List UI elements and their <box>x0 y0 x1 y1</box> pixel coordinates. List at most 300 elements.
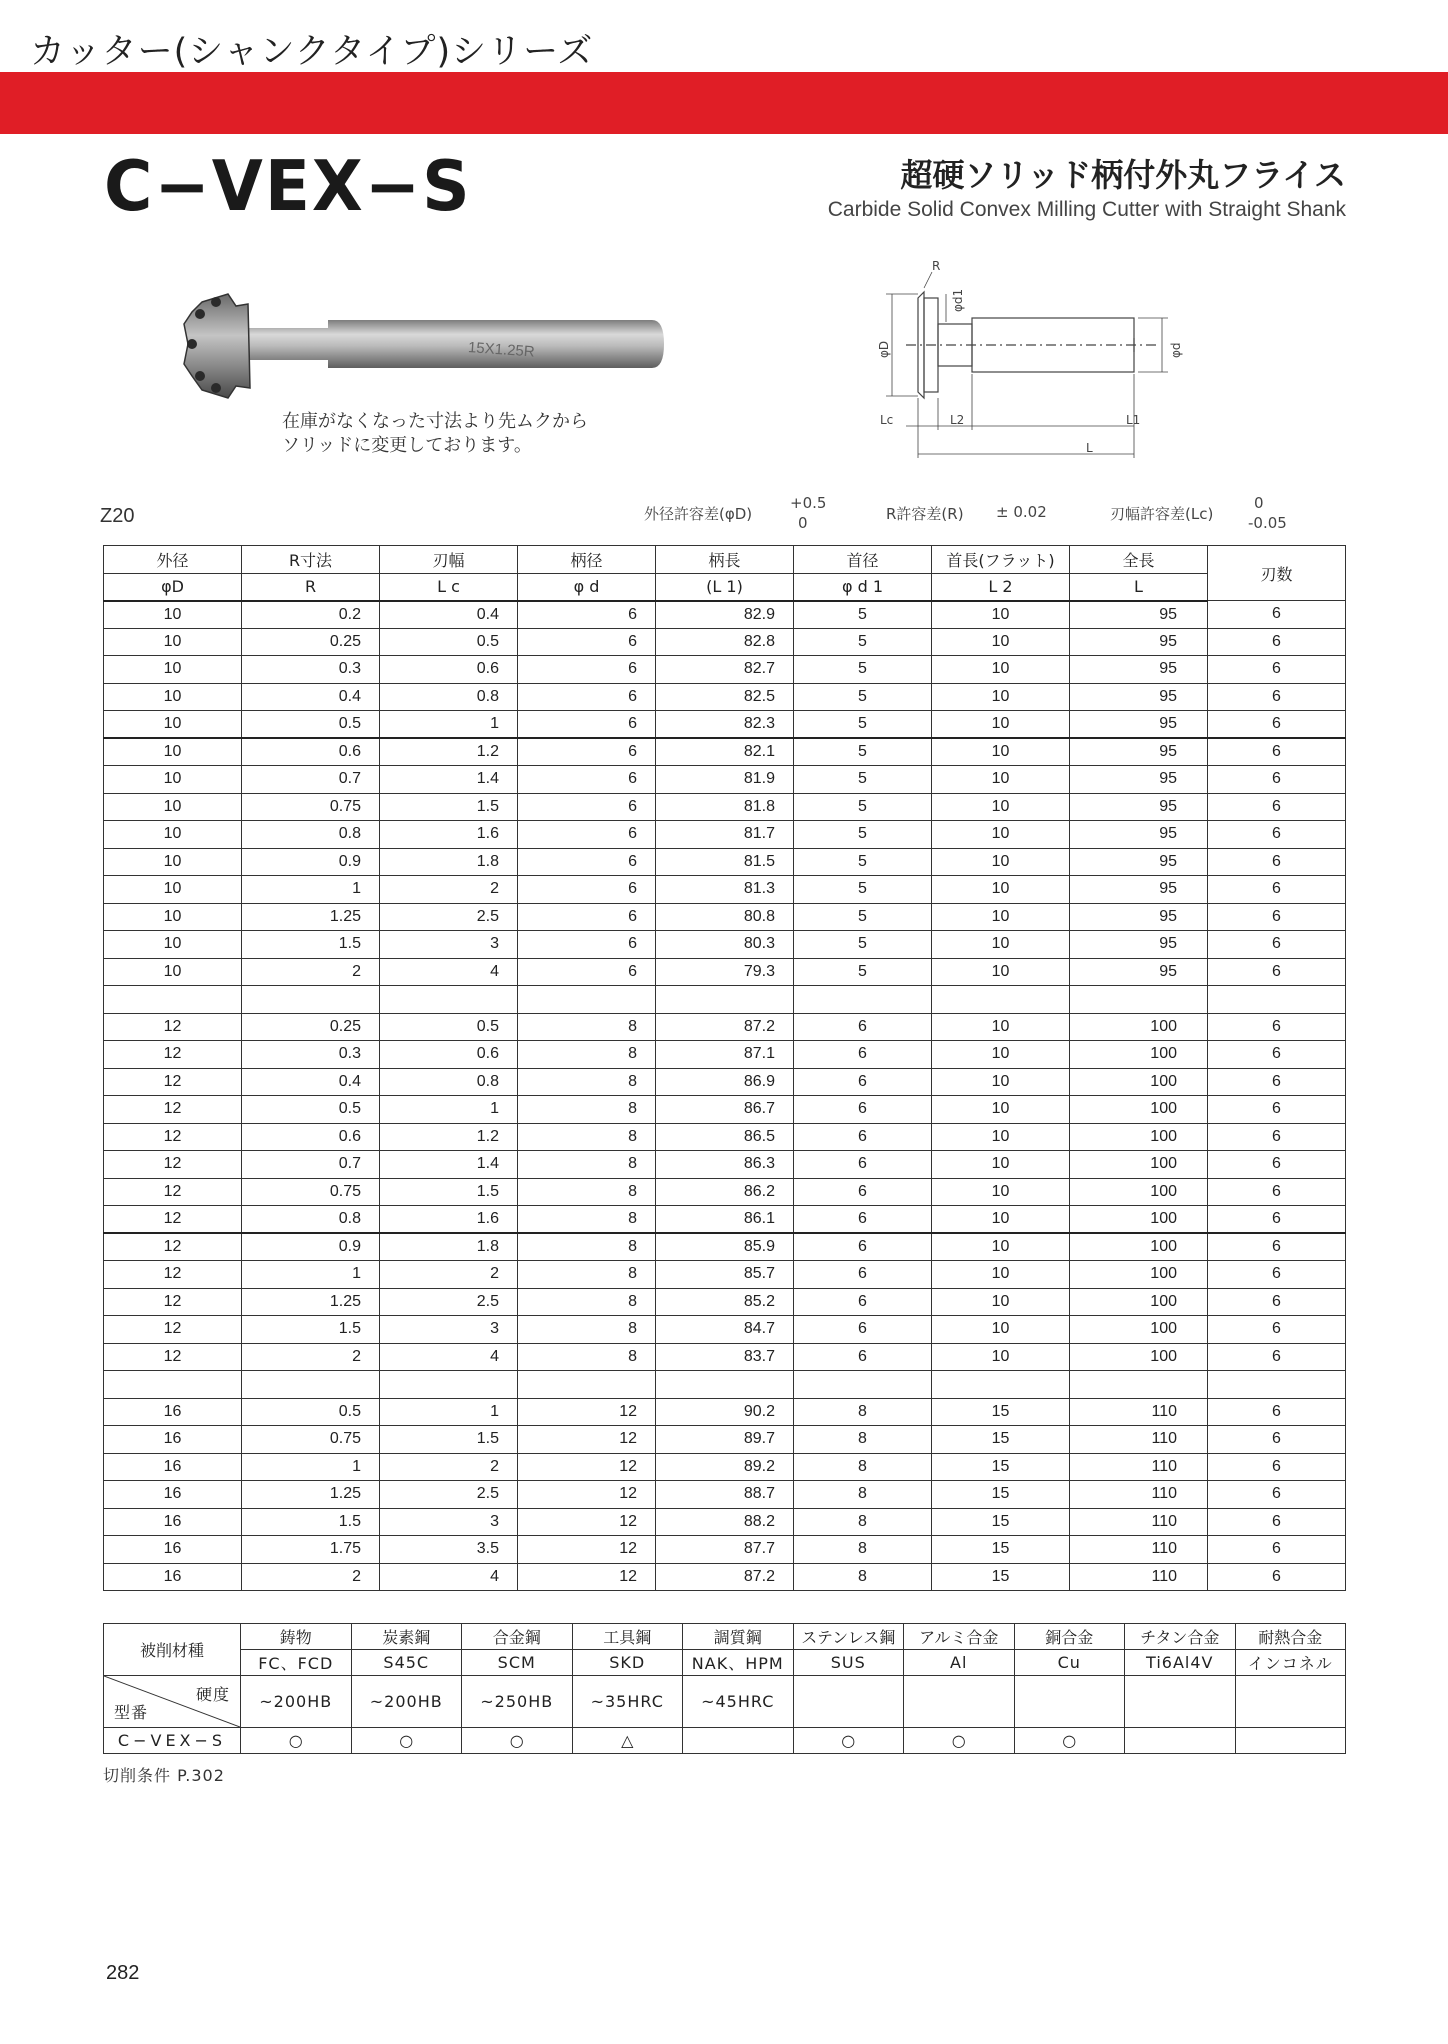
table-cell <box>242 1371 380 1399</box>
outer-tolerance-lower: 0 <box>798 514 808 532</box>
table-row <box>104 1041 1346 1069</box>
table-cell: 6 <box>1208 711 1346 739</box>
table-cell: 12 <box>518 1536 656 1564</box>
table-cell: 2.5 <box>380 1288 518 1316</box>
table-cell: 6 <box>1208 876 1346 904</box>
photo-note-line2: ソリッドに変更しております。 <box>282 435 532 456</box>
table-cell: 10 <box>104 656 242 684</box>
table-cell <box>242 986 380 1014</box>
material-name: 銅合金 <box>1014 1624 1125 1650</box>
table-cell: 110 <box>1070 1508 1208 1536</box>
table-cell: 0.25 <box>242 628 380 656</box>
table-cell: 10 <box>932 711 1070 739</box>
suitability-mark <box>683 1728 794 1754</box>
header-sym-D: φD <box>104 573 242 601</box>
hardness-value: ~250HB <box>462 1676 573 1728</box>
material-name: アルミ合金 <box>904 1624 1015 1650</box>
table-cell: 0.5 <box>380 1013 518 1041</box>
table-cell: 6 <box>518 793 656 821</box>
table-cell: 10 <box>932 1178 1070 1206</box>
table-cell: 82.8 <box>656 628 794 656</box>
table-cell: 12 <box>104 1343 242 1371</box>
table-cell: 12 <box>104 1123 242 1151</box>
hardness-label: 硬度 <box>195 1685 230 1704</box>
table-cell: 100 <box>1070 1206 1208 1234</box>
label-L1: L1 <box>1126 413 1141 427</box>
table-cell: 1.25 <box>242 1288 380 1316</box>
table-cell: 86.2 <box>656 1178 794 1206</box>
table-cell: 0.25 <box>242 1013 380 1041</box>
table-cell: 10 <box>932 1343 1070 1371</box>
width-tolerance-upper: 0 <box>1254 494 1264 512</box>
table-cell: 3 <box>380 1508 518 1536</box>
table-cell: 10 <box>932 1041 1070 1069</box>
table-cell: 0.5 <box>242 711 380 739</box>
hardness-value <box>793 1676 904 1728</box>
header-band <box>0 72 1448 134</box>
table-cell: 10 <box>104 848 242 876</box>
table-cell: 4 <box>380 1563 518 1591</box>
table-row <box>104 738 1346 766</box>
table-cell: 6 <box>794 1233 932 1261</box>
table-cell: 10 <box>932 1068 1070 1096</box>
table-cell: 6 <box>1208 738 1346 766</box>
table-cell: 16 <box>104 1426 242 1454</box>
table-cell: 2.5 <box>380 903 518 931</box>
table-cell: 81.5 <box>656 848 794 876</box>
table-cell: 10 <box>932 683 1070 711</box>
table-cell: 110 <box>1070 1426 1208 1454</box>
table-cell <box>794 986 932 1014</box>
table-cell: 15 <box>932 1426 1070 1454</box>
table-cell: 79.3 <box>656 958 794 986</box>
table-cell: 6 <box>1208 1233 1346 1261</box>
table-cell: 100 <box>1070 1151 1208 1179</box>
label-D: φD <box>877 340 891 358</box>
table-cell: 0.9 <box>242 1233 380 1261</box>
material-code: FC、FCD <box>241 1650 352 1676</box>
table-cell: 8 <box>794 1563 932 1591</box>
table-cell: 110 <box>1070 1481 1208 1509</box>
table-row <box>104 683 1346 711</box>
table-cell: 1.2 <box>380 1123 518 1151</box>
table-cell: 82.9 <box>656 601 794 629</box>
shank-engraving: 15X1.25R <box>467 339 536 361</box>
table-cell: 6 <box>1208 1453 1346 1481</box>
table-row <box>104 1563 1346 1591</box>
table-cell: 0.5 <box>242 1398 380 1426</box>
hardness-value <box>1235 1676 1346 1728</box>
label-d1: φd1 <box>951 288 965 312</box>
table-cell: 8 <box>518 1343 656 1371</box>
table-cell <box>518 986 656 1014</box>
table-cell: 8 <box>794 1536 932 1564</box>
table-cell <box>932 986 1070 1014</box>
table-cell: 95 <box>1070 601 1208 629</box>
table-cell: 95 <box>1070 766 1208 794</box>
suitability-mark: ○ <box>793 1728 904 1754</box>
table-cell: 1.5 <box>380 793 518 821</box>
table-cell: 0.5 <box>242 1096 380 1124</box>
header-neck-length: 首長(フラット) <box>932 546 1070 574</box>
table-cell: 10 <box>932 601 1070 629</box>
table-cell: 8 <box>794 1508 932 1536</box>
table-cell: 16 <box>104 1398 242 1426</box>
table-cell: 1 <box>380 1398 518 1426</box>
table-cell: 89.7 <box>656 1426 794 1454</box>
r-tolerance-value: ± 0.02 <box>996 503 1047 521</box>
table-cell: 5 <box>794 793 932 821</box>
hardness-value <box>1125 1676 1236 1728</box>
dimension-drawing <box>866 258 1308 468</box>
table-cell: 6 <box>1208 656 1346 684</box>
material-code: S45C <box>351 1650 462 1676</box>
table-row <box>104 848 1346 876</box>
table-cell: 10 <box>104 793 242 821</box>
table-cell: 6 <box>1208 1481 1346 1509</box>
table-cell: 1.5 <box>242 931 380 959</box>
table-cell: 16 <box>104 1508 242 1536</box>
table-cell: 3.5 <box>380 1536 518 1564</box>
table-cell: 6 <box>1208 1288 1346 1316</box>
table-cell: 100 <box>1070 1096 1208 1124</box>
suitability-model: C−VEX−S <box>104 1728 241 1754</box>
table-cell: 95 <box>1070 683 1208 711</box>
table-row <box>104 1536 1346 1564</box>
tool-photo <box>178 284 674 410</box>
material-name: 工具鋼 <box>572 1624 683 1650</box>
table-row <box>104 986 1346 1014</box>
label-L2: L2 <box>950 413 965 427</box>
table-cell: 6 <box>1208 1096 1346 1124</box>
table-cell: 1 <box>242 1261 380 1289</box>
table-cell: 8 <box>518 1068 656 1096</box>
table-cell: 83.7 <box>656 1343 794 1371</box>
table-row <box>104 1068 1346 1096</box>
table-cell: 1.2 <box>380 738 518 766</box>
table-cell: 12 <box>518 1426 656 1454</box>
table-cell: 3 <box>380 931 518 959</box>
material-name: 合金鋼 <box>462 1624 573 1650</box>
table-cell: 12 <box>104 1041 242 1069</box>
table-cell: 1 <box>380 711 518 739</box>
table-cell: 6 <box>518 821 656 849</box>
table-cell: 110 <box>1070 1453 1208 1481</box>
table-row <box>104 1206 1346 1234</box>
table-cell: 2 <box>242 1343 380 1371</box>
table-row <box>104 1316 1346 1344</box>
table-cell: 86.9 <box>656 1068 794 1096</box>
table-cell: 8 <box>518 1041 656 1069</box>
table-cell <box>1070 986 1208 1014</box>
hardness-value: ~45HRC <box>683 1676 794 1728</box>
table-cell: 100 <box>1070 1123 1208 1151</box>
table-cell: 6 <box>1208 1013 1346 1041</box>
table-cell: 5 <box>794 903 932 931</box>
table-cell: 87.2 <box>656 1013 794 1041</box>
table-cell: 1.6 <box>380 821 518 849</box>
table-cell: 1.5 <box>242 1508 380 1536</box>
table-cell: 1.8 <box>380 1233 518 1261</box>
table-cell: 85.2 <box>656 1288 794 1316</box>
table-cell: 10 <box>932 656 1070 684</box>
table-cell: 10 <box>104 958 242 986</box>
table-cell: 10 <box>932 1096 1070 1124</box>
cutting-conditions-link[interactable]: 切削条件 P.302 <box>103 1766 225 1785</box>
table-cell: 82.1 <box>656 738 794 766</box>
table-cell: 16 <box>104 1481 242 1509</box>
table-cell: 6 <box>1208 766 1346 794</box>
table-cell: 10 <box>932 958 1070 986</box>
table-row <box>104 793 1346 821</box>
table-cell: 12 <box>104 1178 242 1206</box>
table-row <box>104 1453 1346 1481</box>
table-cell: 10 <box>932 848 1070 876</box>
table-cell: 6 <box>794 1343 932 1371</box>
hardness-model-corner <box>104 1676 241 1728</box>
table-cell: 95 <box>1070 656 1208 684</box>
table-cell <box>104 1371 242 1399</box>
table-cell: 0.2 <box>242 601 380 629</box>
table-cell: 1.6 <box>380 1206 518 1234</box>
table-cell: 1.25 <box>242 903 380 931</box>
photo-note <box>282 410 588 458</box>
table-cell: 0.4 <box>380 601 518 629</box>
table-cell: 5 <box>794 876 932 904</box>
table-cell: 12 <box>104 1288 242 1316</box>
table-cell: 6 <box>518 711 656 739</box>
r-tolerance-label: R許容差(R) <box>886 505 964 523</box>
table-cell: 90.2 <box>656 1398 794 1426</box>
suitability-mark: ○ <box>1014 1728 1125 1754</box>
table-cell: 6 <box>1208 1041 1346 1069</box>
table-cell: 16 <box>104 1453 242 1481</box>
table-cell: 6 <box>1208 1536 1346 1564</box>
table-cell: 81.8 <box>656 793 794 821</box>
table-cell: 10 <box>932 903 1070 931</box>
table-cell: 95 <box>1070 793 1208 821</box>
table-cell: 0.4 <box>242 1068 380 1096</box>
table-cell: 6 <box>1208 958 1346 986</box>
material-hardness-row <box>104 1676 1346 1728</box>
table-row <box>104 766 1346 794</box>
table-cell: 2.5 <box>380 1481 518 1509</box>
material-code: NAK、HPM <box>683 1650 794 1676</box>
table-cell: 10 <box>104 601 242 629</box>
table-cell: 86.7 <box>656 1096 794 1124</box>
table-cell: 110 <box>1070 1398 1208 1426</box>
table-cell: 6 <box>1208 1261 1346 1289</box>
table-cell: 0.6 <box>380 1041 518 1069</box>
table-cell: 0.7 <box>242 766 380 794</box>
header-sym-L1: (L 1) <box>656 573 794 601</box>
table-cell: 10 <box>104 903 242 931</box>
table-cell: 6 <box>518 601 656 629</box>
table-cell: 5 <box>794 848 932 876</box>
table-cell: 6 <box>518 766 656 794</box>
table-cell: 6 <box>794 1316 932 1344</box>
photo-note-line1: 在庫がなくなった寸法より先ムクから <box>282 411 588 432</box>
table-cell: 0.75 <box>242 793 380 821</box>
table-cell: 0.5 <box>380 628 518 656</box>
table-cell: 12 <box>518 1481 656 1509</box>
spec-table-body <box>104 601 1346 1591</box>
table-cell <box>932 1371 1070 1399</box>
table-cell: 86.1 <box>656 1206 794 1234</box>
label-Lc: Lc <box>880 413 894 427</box>
table-cell: 12 <box>104 1261 242 1289</box>
table-cell: 1.5 <box>380 1178 518 1206</box>
table-cell: 95 <box>1070 738 1208 766</box>
table-cell: 6 <box>518 931 656 959</box>
table-cell: 0.75 <box>242 1178 380 1206</box>
table-cell: 6 <box>518 958 656 986</box>
table-cell: 81.7 <box>656 821 794 849</box>
table-cell: 100 <box>1070 1343 1208 1371</box>
table-cell: 6 <box>1208 1123 1346 1151</box>
table-cell: 16 <box>104 1536 242 1564</box>
table-cell: 80.8 <box>656 903 794 931</box>
table-cell: 8 <box>518 1288 656 1316</box>
table-cell: 5 <box>794 601 932 629</box>
width-tolerance-lower: -0.05 <box>1248 514 1287 532</box>
hardness-value: ~200HB <box>241 1676 352 1728</box>
table-cell: 6 <box>518 628 656 656</box>
table-cell: 6 <box>518 876 656 904</box>
header-sym-L2: L 2 <box>932 573 1070 601</box>
table-cell: 8 <box>794 1481 932 1509</box>
table-cell: 12 <box>518 1508 656 1536</box>
table-cell: 6 <box>794 1261 932 1289</box>
table-cell: 6 <box>1208 1426 1346 1454</box>
label-L: L <box>1086 441 1093 455</box>
material-name: ステンレス鋼 <box>793 1624 904 1650</box>
table-cell: 82.5 <box>656 683 794 711</box>
table-cell: 6 <box>1208 821 1346 849</box>
table-cell: 1 <box>242 1453 380 1481</box>
table-cell <box>518 1371 656 1399</box>
table-cell: 1 <box>242 876 380 904</box>
table-cell: 100 <box>1070 1178 1208 1206</box>
table-cell <box>1208 986 1346 1014</box>
table-cell: 6 <box>1208 1343 1346 1371</box>
header-outer-diameter: 外径 <box>104 546 242 574</box>
table-cell: 87.1 <box>656 1041 794 1069</box>
table-cell: 1.4 <box>380 1151 518 1179</box>
table-row <box>104 1288 1346 1316</box>
suitability-mark <box>1235 1728 1346 1754</box>
table-cell: 6 <box>518 656 656 684</box>
model-label: 型番 <box>114 1703 149 1722</box>
table-cell: 8 <box>518 1316 656 1344</box>
hardness-value <box>1014 1676 1125 1728</box>
table-cell: 1.25 <box>242 1481 380 1509</box>
spec-table <box>103 545 1346 1591</box>
table-cell <box>380 1371 518 1399</box>
table-cell: 81.3 <box>656 876 794 904</box>
table-cell: 8 <box>518 1013 656 1041</box>
table-cell: 5 <box>794 821 932 849</box>
table-cell: 10 <box>932 628 1070 656</box>
table-cell: 0.3 <box>242 656 380 684</box>
table-cell: 8 <box>518 1123 656 1151</box>
table-cell: 8 <box>518 1206 656 1234</box>
table-cell: 95 <box>1070 931 1208 959</box>
table-cell: 6 <box>794 1041 932 1069</box>
material-code: Cu <box>1014 1650 1125 1676</box>
table-cell: 6 <box>1208 1178 1346 1206</box>
table-cell: 6 <box>1208 1206 1346 1234</box>
page-number: 282 <box>106 1962 140 1984</box>
table-cell: 6 <box>1208 1151 1346 1179</box>
material-code: SCM <box>462 1650 573 1676</box>
header-radius: R寸法 <box>242 546 380 574</box>
table-cell: 6 <box>1208 1398 1346 1426</box>
table-cell: 8 <box>518 1261 656 1289</box>
table-cell: 100 <box>1070 1288 1208 1316</box>
table-cell: 6 <box>794 1068 932 1096</box>
table-cell: 8 <box>518 1178 656 1206</box>
material-code: SKD <box>572 1650 683 1676</box>
suitability-mark: ○ <box>462 1728 573 1754</box>
table-cell: 1.75 <box>242 1536 380 1564</box>
table-cell: 10 <box>932 1151 1070 1179</box>
table-row <box>104 958 1346 986</box>
table-row <box>104 1096 1346 1124</box>
material-code: SUS <box>793 1650 904 1676</box>
table-cell: 88.2 <box>656 1508 794 1536</box>
table-cell: 6 <box>794 1206 932 1234</box>
table-cell <box>656 986 794 1014</box>
table-cell: 2 <box>242 958 380 986</box>
table-cell: 0.3 <box>242 1041 380 1069</box>
material-name: 耐熱合金 <box>1235 1624 1346 1650</box>
table-cell <box>794 1371 932 1399</box>
table-cell: 5 <box>794 711 932 739</box>
hardness-value: ~35HRC <box>572 1676 683 1728</box>
header-sym-Lc: L c <box>380 573 518 601</box>
table-cell: 12 <box>104 1013 242 1041</box>
material-corner-label: 被削材種 <box>104 1624 241 1676</box>
table-cell: 6 <box>794 1123 932 1151</box>
table-cell: 6 <box>518 903 656 931</box>
table-cell: 6 <box>1208 903 1346 931</box>
table-cell: 12 <box>518 1398 656 1426</box>
table-cell: 95 <box>1070 958 1208 986</box>
table-row <box>104 1178 1346 1206</box>
header-flutes: 刃数 <box>1208 546 1346 601</box>
table-row <box>104 1123 1346 1151</box>
table-cell <box>656 1371 794 1399</box>
hardness-value <box>904 1676 1015 1728</box>
table-cell: 5 <box>794 931 932 959</box>
table-cell: 110 <box>1070 1563 1208 1591</box>
table-row <box>104 1398 1346 1426</box>
table-cell: 15 <box>932 1536 1070 1564</box>
table-cell: 87.7 <box>656 1536 794 1564</box>
table-cell: 15 <box>932 1398 1070 1426</box>
table-row <box>104 1371 1346 1399</box>
table-row <box>104 931 1346 959</box>
table-cell: 89.2 <box>656 1453 794 1481</box>
table-cell: 81.9 <box>656 766 794 794</box>
table-cell: 1.4 <box>380 766 518 794</box>
table-cell: 10 <box>932 876 1070 904</box>
header-blade-width: 刃幅 <box>380 546 518 574</box>
table-cell: 2 <box>380 1261 518 1289</box>
header-neck-diameter: 首径 <box>794 546 932 574</box>
material-code-row <box>104 1650 1346 1676</box>
